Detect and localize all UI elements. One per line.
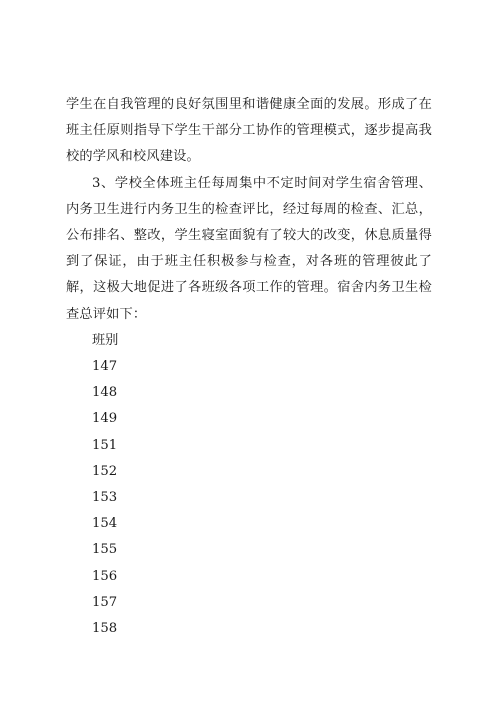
class-list [66, 354, 432, 642]
paragraph-1: 学生在自我管理的良好氛围里和谐健康全面的发展。形成了在班主任原则指导下学生干部分工协作的管理模式，逐步提高我校的学风和校风建设。 [66, 97, 432, 165]
paragraph-2: 3、学校全体班主任每周集中不定时间对学生宿舍管理、内务卫生进行内务卫生的检查评比，经过每周的检查、汇总，公布排名、整改，学生寝室面貌有了较大的改变，休息质量得到了保证，由于班主任积极参与检查，对各班的管理彼此了解，这极大地促进了各班级各项工作的管理。宿舍内务卫生检查总评如下： [66, 175, 432, 322]
class-item: 154 [92, 516, 118, 532]
class-item: 156 [92, 568, 118, 584]
class-item: 153 [92, 489, 118, 505]
class-item: 157 [92, 594, 118, 610]
class-item: 148 [92, 385, 118, 401]
class-item: 147 [92, 359, 118, 375]
class-column-header: 班别 [92, 332, 119, 348]
class-item: 158 [92, 620, 118, 636]
class-item: 151 [92, 437, 118, 453]
class-item: 155 [92, 542, 118, 558]
class-item: 152 [92, 463, 118, 479]
class-item: 149 [92, 411, 118, 427]
